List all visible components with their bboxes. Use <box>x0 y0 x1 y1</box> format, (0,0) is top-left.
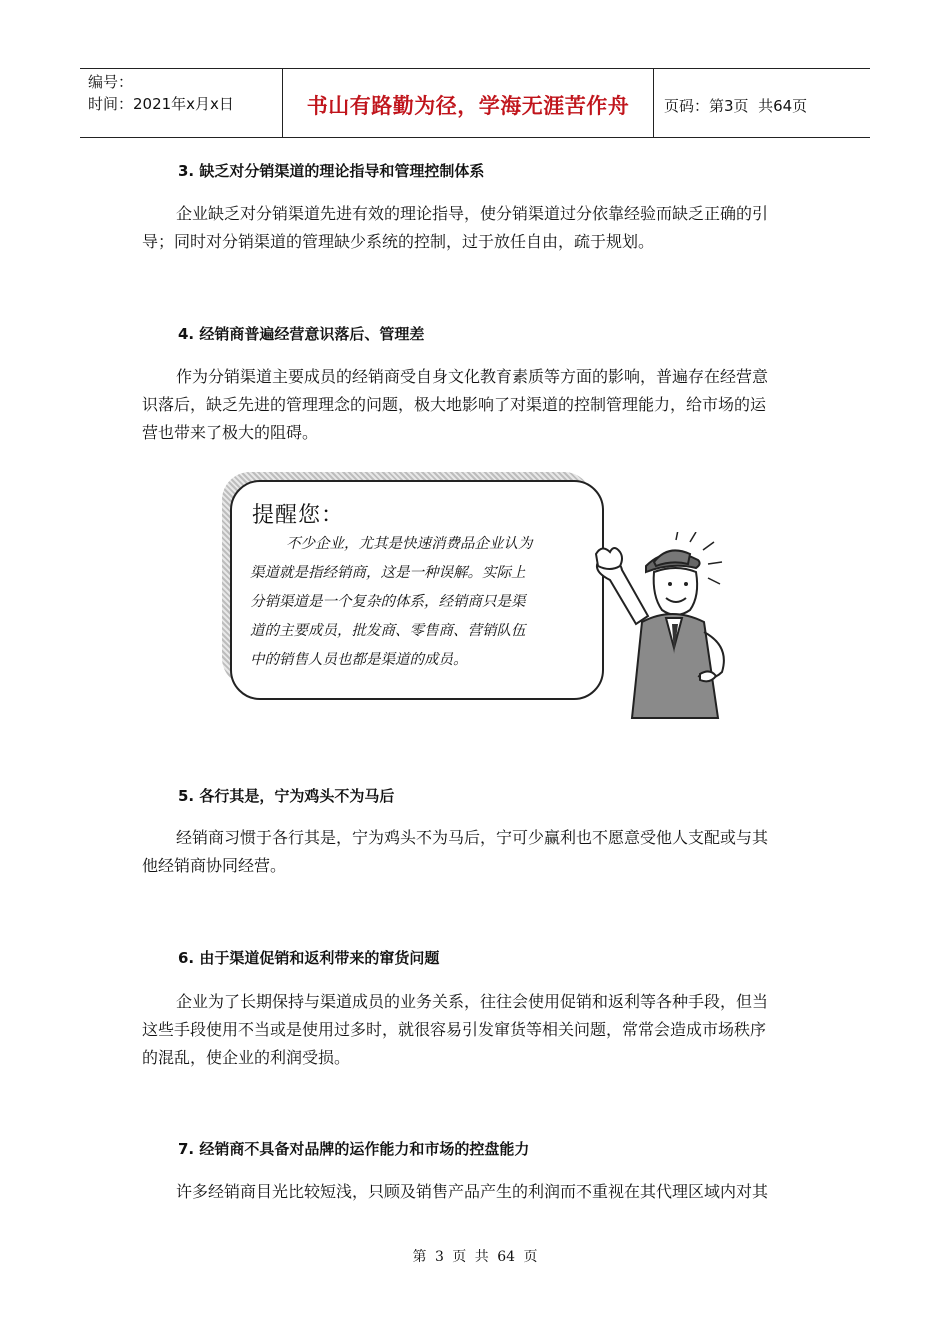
paragraph-line: 这些手段使用不当或是使用过多时，就很容易引发窜货等相关问题，常常会造成市场秩序 <box>142 1020 767 1039</box>
paragraph-line: 的混乱，使企业的利润受损。 <box>142 1048 351 1067</box>
page-footer: 第 3 页 共 64 页 <box>412 1249 538 1265</box>
section-title-5: 5. 各行其是，宁为鸡头不为马后 <box>178 787 395 805</box>
paragraph-line: 作为分销渠道主要成员的经销商受自身文化教育素质等方面的影响，普遍存在经营意 <box>176 367 769 386</box>
page-header <box>80 68 870 138</box>
header-page-info <box>654 69 870 137</box>
section-title-4: 4. 经销商普遍经营意识落后、管理差 <box>178 325 425 343</box>
section-title-3: 3. 缺乏对分销渠道的理论指导和管理控制体系 <box>178 162 485 180</box>
reminder-line: 中的销售人员也都是渠道的成员。 <box>250 652 468 668</box>
paragraph-line: 营也带来了极大的阻碍。 <box>142 423 319 442</box>
paragraph-line: 许多经销商目光比较短浅，只顾及销售产品产生的利润而不重视在其代理区域内对其 <box>176 1182 769 1201</box>
section-title-6: 6. 由于渠道促销和返利带来的窜货问题 <box>178 949 440 967</box>
section-paragraph-7 <box>142 1178 810 1206</box>
header-meta <box>80 69 282 137</box>
paragraph-line: 导；同时对分销渠道的管理缺少系统的控制，过于放任自由，疏于规划。 <box>142 232 655 251</box>
reminder-title: 提醒您： <box>252 503 345 528</box>
reminder-line: 不少企业，尤其是快速消费品企业认为 <box>286 536 533 552</box>
paragraph-line: 企业为了长期保持与渠道成员的业务关系，往往会使用促销和返利等各种手段，但当 <box>176 992 769 1011</box>
paragraph-line: 他经销商协同经营。 <box>142 856 287 875</box>
header-motto-text: 书山有路勤为径，学海无涯苦作舟 <box>306 94 630 118</box>
paragraph-line: 企业缺乏对分销渠道先进有效的理论指导，使分销渠道过分依靠经验而缺乏正确的引 <box>176 204 769 223</box>
paragraph-line: 经销商习惯于各行其是，宁为鸡头不为马后，宁可少赢利也不愿意受他人支配或与其 <box>176 828 769 847</box>
reminder-line: 道的主要成员，批发商、零售商、营销队伍 <box>250 623 526 639</box>
header-page-info-text: 页码：第3页 共64页 <box>664 96 808 115</box>
header-motto <box>282 69 654 137</box>
section-title-7: 7. 经销商不具备对品牌的运作能力和市场的控盘能力 <box>178 1140 530 1158</box>
cartoon-man-illustration <box>588 532 738 722</box>
header-time: 时间：2021年x月x日 <box>88 95 234 113</box>
section-paragraph-4 <box>142 363 810 447</box>
header-number-label: 编号： <box>88 73 134 91</box>
reminder-line: 分销渠道是一个复杂的体系，经销商只是渠 <box>250 594 526 610</box>
section-paragraph-6 <box>142 988 810 1072</box>
section-paragraph-3 <box>142 200 810 256</box>
section-paragraph-5 <box>142 824 810 880</box>
reminder-text <box>250 530 590 675</box>
paragraph-line: 识落后，缺乏先进的管理理念的问题，极大地影响了对渠道的控制管理能力，给市场的运 <box>142 395 767 414</box>
reminder-line: 渠道就是指经销商，这是一种误解。实际上 <box>250 565 526 581</box>
